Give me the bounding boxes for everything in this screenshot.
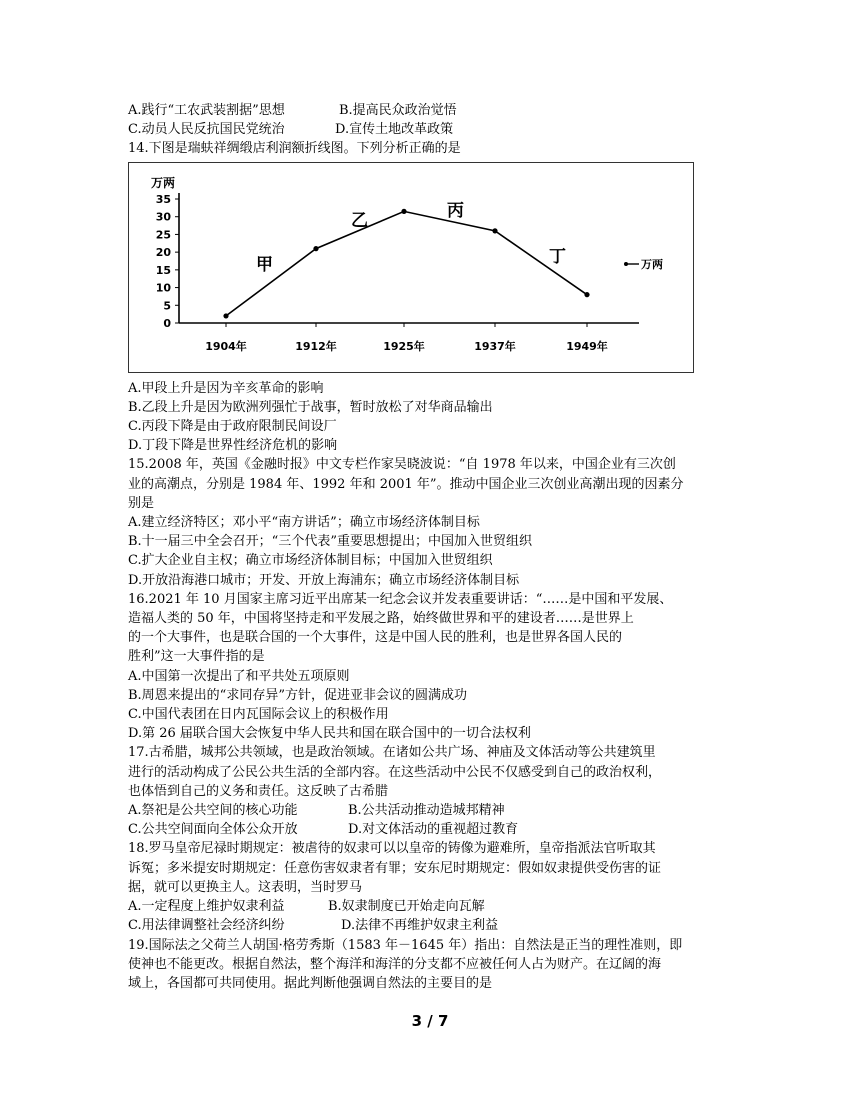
q18-options-row-2 (128, 916, 733, 935)
x-tick-label: 1904年 (205, 339, 247, 353)
data-point (401, 208, 406, 213)
q17-option-a: A.祭祀是公共空间的核心功能 (128, 803, 298, 819)
q18-option-d: D.法律不再维护奴隶主利益 (341, 918, 499, 934)
q15-stem-line-2: 业的高潮点，分别是 1984 年、1992 年和 2001 年”。推动中国企业三次创业高潮出现的因素分 (128, 476, 684, 492)
y-tick-label: 35 (155, 192, 171, 206)
y-tick-label: 10 (155, 281, 171, 295)
segment-label: 丁 (549, 246, 566, 267)
segment-label: 甲 (256, 254, 273, 275)
q14-option-b: B.乙段上升是因为欧洲列强忙于战事，暂时放松了对华商品输出 (128, 399, 493, 415)
q16-option-b: B.周恩来提出的“求同存异”方针，促进亚非会议的圆满成功 (128, 687, 467, 703)
x-tick-label: 1912年 (295, 339, 337, 353)
q18-stem-line-3: 据，就可以更换主人。这表明，当时罗马 (128, 879, 363, 895)
q16-stem-line-1: 16.2021 年 10 月国家主席习近平出席某一纪念会议并发表重要讲话：“……是中国和平发展、 (128, 591, 673, 607)
q16-option-d: D.第 26 届联合国大会恢复中华人民共和国在联合国中的一切合法权利 (128, 726, 531, 742)
q13-option-c: C.动员人民反抗国民党统治 (128, 122, 285, 138)
q14-option-c: C.丙段下降是由于政府限制民间设厂 (128, 419, 337, 435)
q18-option-a: A.一定程度上维护奴隶利益 (128, 899, 285, 915)
q17-stem-line-3: 也体悟到自己的义务和责任。这反映了古希腊 (128, 783, 389, 799)
q17-options-row-2 (128, 820, 733, 839)
q17-options-row-1 (128, 801, 733, 820)
q17-option-d: D.对文体活动的重视超过教育 (348, 822, 519, 838)
q19-stem-line-2: 使神也不能更改。根据自然法，整个海洋和海洋的分支都不应被任何人占为财产。在辽阔的海 (128, 956, 662, 972)
y-tick-label: 25 (155, 228, 171, 242)
q17-stem-line-2: 进行的活动构成了公民公共生活的全部内容。在这些活动中公民不仅感受到自己的政治权利， (128, 764, 662, 780)
profit-line-chart-svg (129, 163, 695, 374)
y-tick-label: 5 (163, 298, 171, 312)
q14-option-d: D.丁段下降是世界性经济危机的影响 (128, 438, 338, 454)
q16-stem-line-3: 的一个大事件，也是联合国的一个大事件，这是中国人民的胜利，也是世界各国人民的 (128, 630, 623, 646)
q14-stem: 14.下图是瑞蚨祥绸缎店利润额折线图。下列分析正确的是 (128, 141, 461, 157)
q15-option-d: D.开放沿海港口城市；开发、开放上海浦东；确立市场经济体制目标 (128, 572, 520, 588)
legend-label: 万两 (641, 257, 663, 271)
exam-page-content (128, 101, 733, 993)
data-point (223, 313, 228, 318)
q16-stem-line-4: 胜利”这一大事件指的是 (128, 649, 265, 665)
legend-marker (624, 262, 628, 266)
q15-option-a: A.建立经济特区；邓小平“南方讲话”；确立市场经济体制目标 (128, 515, 480, 531)
x-tick-label: 1925年 (383, 339, 425, 353)
q13-option-a: A.践行“工农武装割据”思想 (128, 103, 285, 118)
q15-option-c: C.扩大企业自主权；确立市场经济体制目标；中国加入世贸组织 (128, 553, 493, 569)
q15-stem-line-3: 别是 (128, 495, 155, 511)
q17-option-c: C.公共空间面向全体公众开放 (128, 822, 298, 838)
y-tick-label: 0 (163, 316, 171, 330)
q18-option-c: C.用法律调整社会经济纠纷 (128, 918, 285, 934)
q13-option-d: D.宣传土地改革政策 (335, 122, 454, 138)
q19-stem-line-3: 域上，各国都可共同使用。据此判断他强调自然法的主要目的是 (128, 975, 493, 991)
segment-label: 丙 (447, 200, 464, 221)
data-point (492, 228, 497, 233)
y-tick-label: 20 (155, 245, 171, 259)
segment-label: 乙 (351, 210, 368, 231)
q19-stem-line-1: 19.国际法之父荷兰人胡国·格劳秀斯（1583 年－1645 年）指出：自然法是正当的理性准则，即 (128, 937, 683, 953)
q18-stem-line-2: 诉冤；多米提安时期规定：任意伤害奴隶者有罪；安东尼时期规定：假如奴隶提供受伤害的证 (128, 860, 662, 876)
data-point (313, 246, 318, 251)
profit-series-line (226, 211, 587, 316)
q13-options-row-1 (128, 101, 733, 120)
x-tick-label: 1949年 (566, 339, 608, 353)
page-number: 3 / 7 (411, 1012, 449, 1030)
y-tick-label: 15 (155, 263, 171, 277)
q17-stem-line-1: 17.古希腊，城邦公共领域，也是政治领域。在诸如公共广场、神庙及文体活动等公共建筑里 (128, 745, 656, 761)
q16-option-a: A.中国第一次提出了和平共处五项原则 (128, 668, 350, 684)
x-tick-label: 1937年 (474, 339, 516, 353)
q15-option-b: B.十一届三中全会召开；“三个代表”重要思想提出；中国加入世贸组织 (128, 534, 532, 550)
q13-option-b: B.提高民众政治觉悟 (339, 103, 457, 118)
q18-option-b: B.奴隶制度已开始走向瓦解 (328, 899, 485, 915)
profit-line-chart (128, 162, 694, 373)
q18-stem-line-1: 18.罗马皇帝尼禄时期规定：被虐待的奴隶可以以皇帝的铸像为避难所，皇帝指派法官听取其 (128, 841, 656, 857)
q14-option-a: A.甲段上升是因为辛亥革命的影响 (128, 380, 324, 396)
y-tick-label: 30 (155, 210, 171, 224)
q16-stem-line-2: 造福人类的 50 年，中国将坚持走和平发展之路，始终做世界和平的建设者……是世界上 (128, 611, 634, 627)
q18-options-row-1 (128, 897, 733, 916)
q13-options-row-2 (128, 120, 733, 139)
data-point (584, 292, 589, 297)
q17-option-b: B.公共活动推动造城邦精神 (348, 803, 505, 819)
q16-option-c: C.中国代表团在日内瓦国际会议上的积极作用 (128, 707, 389, 723)
y-axis-label: 万两 (151, 175, 176, 190)
q15-stem-line-1: 15.2008 年，英国《金融时报》中文专栏作家吴晓波说：“自 1978 年以来，中国企业有三次创 (128, 457, 676, 473)
